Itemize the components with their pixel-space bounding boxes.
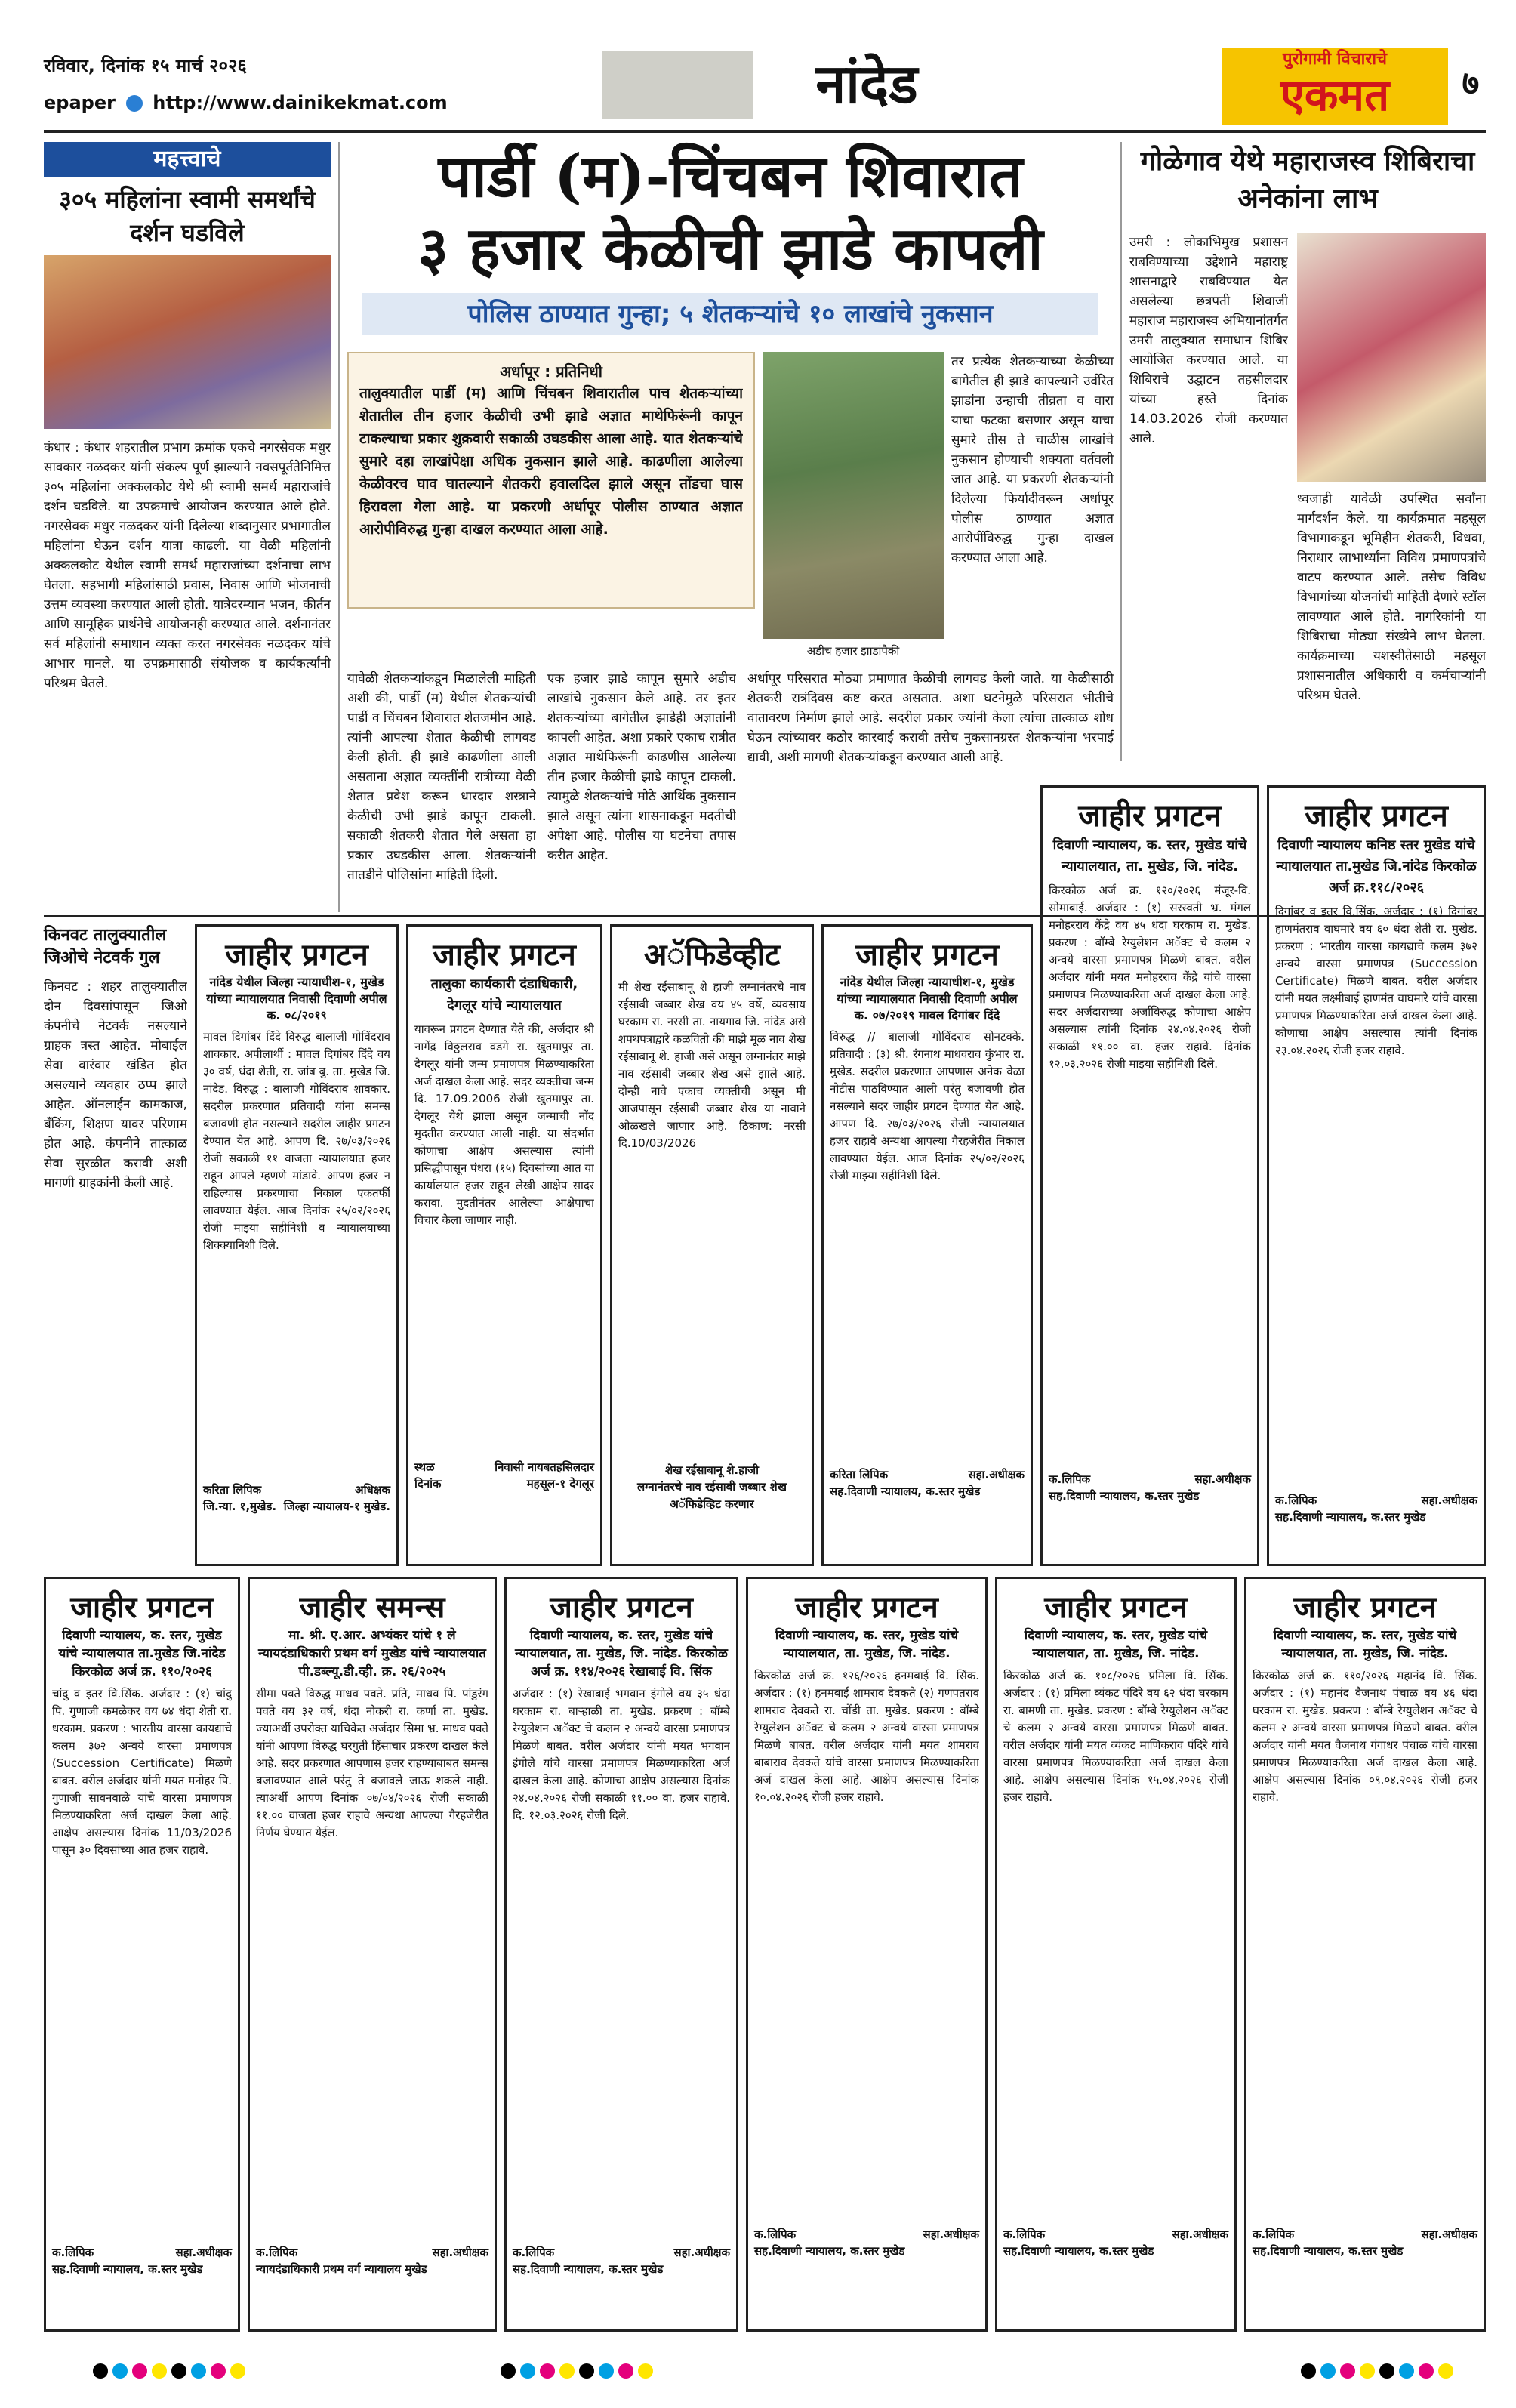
ad-title: जाहीर प्रगटन (433, 937, 576, 973)
registration-dot (112, 2363, 128, 2379)
issue-date: रविवार, दिनांक १५ मार्च २०२६ (44, 55, 247, 76)
ad-subtitle: मा. श्री. ए.आर. अभ्यंकर यांचे १ ले न्यायदंडाधिकारी प्रथम वर्ग मुखेड यांचे न्यायालयात पी.डब्ल्यू.डी.व्ही. क्र. २६/२०२५ (258, 1628, 486, 1679)
ad-subtitle: दिवाणी न्यायालय, क. स्तर, मुखेड यांचे न्यायालयात, ता. मुखेड, जि. नांदेड. (1052, 837, 1247, 874)
ad-sign-right2: जिल्हा न्यायालय-१ मुखेड. (283, 1500, 390, 1513)
registration-dot (171, 2363, 186, 2379)
ad-subtitle: दिवाणी न्यायालय, क. स्तर, मुखेड यांचे न्यायालयात ता.मुखेड जि.नांदेड किरकोळ अर्ज क्र. ११०/२०२६ (58, 1628, 226, 1679)
ad-sign-right: सहा.अधीक्षक (923, 2228, 979, 2241)
page-number: ७ (1462, 64, 1480, 103)
ad-sign-left: क.लिपिक (1003, 2228, 1046, 2241)
ad-sign-right2: सह.दिवाणी न्यायालय, क.स्तर मुखेड (513, 2262, 664, 2276)
ad-body: चांदु व इतर वि.सिंक. अर्जदार : (१) चांदु पि. गुणाजी कमळेकर वय ७४ धंदा शेती रा. धरकाम. प्रकरण : भारतीय वारसा कायद्याचे कलम ३७२ अन्वये वारसा प्रमाणपत्र (Succession Certificate) मिळणे बाबत. वरील अर्जदार यांनी मयत मनोहर पि. गुणाजी सावनवाळे यांचे वारसा प्रमाणपत्र मिळण्याकरिता अर्ज दाखल केला आहे. आक्षेप असल्यास दिनांक 11/03/2026 पासून ३० दिवसांच्या आत हजर राहावे. (52, 1687, 232, 1857)
registration-dot (1399, 2363, 1414, 2379)
ad-subtitle: तालुका कार्यकारी दंडाधिकारी, देगलूर यांचे न्यायालयात (430, 976, 578, 1013)
ad-sign-right2: न्यायदंडाधिकारी प्रथम वर्ग न्यायालय मुखेड (256, 2262, 427, 2276)
registration-dot (211, 2363, 226, 2379)
registration-dot (520, 2363, 535, 2379)
section-banner-left (602, 51, 753, 119)
ad-box-4 (821, 924, 1033, 1566)
registration-marks-center (498, 2363, 655, 2382)
main-headline-line1: पार्डी (म)-चिंचबन शिवारात (438, 142, 1023, 211)
ad-sign-left2: जि.न्या. १,मुखेड. (203, 1500, 277, 1513)
site-url: http://www.dainikekmat.com (153, 92, 448, 113)
main-dateline: अर्धापूर : प्रतिनिधी (500, 362, 602, 381)
ad-sign-right2: सह.दिवाणी न्यायालय, क.स्तर मुखेड (1049, 1489, 1200, 1503)
header-rule (44, 130, 1486, 133)
ad-body: किरकोळ अर्ज क्र. १२६/२०२६ हनमबाई वि. सिंक. अर्जदार : (१) हनमबाई शामराव देवकते (२) गणपतराव शामराव देवकते रा. चोंडी ता. मुखेड. प्रकरण : बॉम्बे रेग्युलेशन अॅक्ट चे कलम २ अन्वये वारसा प्रमाणपत्र मिळणे बाबत. वरील अर्जदार यांनी मयत शामराव बाबाराव देवकते यांचे वारसा प्रमाणपत्र मिळण्याकरिता अर्ज दाखल केला आहे. आक्षेप असल्यास दिनांक १०.०४.२०२६ रोजी हजर राहावे. (754, 1669, 979, 1804)
ad-subtitle: नांदेड येथील जिल्हा न्यायाधीश-१, मुखेड यांच्या न्यायालयात निवासी दिवाणी अपील क. ०८/२०१९ (206, 975, 387, 1022)
ad-sign-right2: लग्नानंतरचे नाव रईसाबी जब्बार शेख अॅफिडेव्हिट करणार (636, 1480, 787, 1511)
left-story-headline: ३०५ महिलांना स्वामी समर्थांचे दर्शन घडविले (59, 185, 316, 247)
right-story (1129, 142, 1486, 761)
registration-dot (1340, 2363, 1355, 2379)
ad-signature (830, 1466, 1025, 1483)
ad-signature (1275, 1492, 1477, 1509)
registration-dot (540, 2363, 555, 2379)
ad-sign-right2: सह.दिवाणी न्यायालय, क.स्तर मुखेड (1253, 2244, 1404, 2258)
ad-subtitle: दिवाणी न्यायालय, क. स्तर, मुखेड यांचे न्यायालयात, ता. मुखेड, जि. नांदेड. (1273, 1628, 1457, 1661)
masthead (44, 45, 1486, 130)
ad-sign-right: सहा.अधीक्षक (1172, 2228, 1228, 2241)
registration-dot (1419, 2363, 1434, 2379)
registration-dot (230, 2363, 245, 2379)
ad-signature (414, 1459, 594, 1475)
ad-box-5 (1040, 785, 1259, 1566)
right-story-body-bottom: ध्वजाही यावेळी उपस्थित सर्वांना मार्गदर्शन केले. या कार्यक्रमात महसूल विभागाकडून भूमिहीन शेतकरी, विधवा, निराधार लाभार्थ्यांना विविध प्रमाणपत्रांचे वाटप करण्यात आले. तसेच विविध विभागांच्या योजनांची माहिती देणारे स्टॉल लावण्यात आले होते. नागरिकांनी या शिबिराचा मोठ्या संख्येने लाभ घेतला. कार्यक्रमाच्या यशस्वीतेसाठी महसूल प्रशासनातील अधिकारी व कर्मचाऱ्यांनी परिश्रम घेतले. (1297, 492, 1486, 703)
ad-body: किरकोळ अर्ज क्र. ११०/२०२६ महानंद वि. सिंक. अर्जदार : (१) महानंद वैजनाथ पंचाळ वय ४६ धंदा घरकाम रा. मुखेड. प्रकरण : बॉम्बे रेग्युलेशन अॅक्ट चे कलम २ अन्वये वारसा प्रमाणपत्र मिळणे बाबत. वरील अर्जदार यांनी मयत वैजनाथ गंगाधर पंचाळ यांचे वारसा प्रमाणपत्र मिळण्याकरिता अर्ज दाखल केला आहे. आक्षेप असल्यास दिनांक ०९.०४.२०२६ रोजी हजर राहावे. (1253, 1669, 1477, 1804)
ad-sign-left: क.लिपिक (1253, 2228, 1295, 2241)
ad-sign-right2: सह.दिवाणी न्यायालय, क.स्तर मुखेड (52, 2262, 203, 2276)
ad-sign-right: सहा.अधीक्षक (432, 2246, 488, 2259)
ad-title: जाहीर प्रगटन (550, 1589, 693, 1625)
ad-body: किरकोळ अर्ज क्र. १०८/२०२६ प्रमिला वि. सिंक. अर्जदार : (१) प्रमिला व्यंकट पंदिरे वय ६२ धंदा घरकाम रा. बामणी ता. मुखेड. प्रकरण : बॉम्बे रेग्युलेशन अॅक्ट चे कलम २ अन्वये वारसा प्रमाणपत्र मिळणे बाबत. वरील अर्जदार यांनी मयत व्यंकट माणिकराव पंदिरे यांचे वारसा प्रमाणपत्र मिळण्याकरिता अर्ज दाखल केला आहे. आक्षेप असल्यास दिनांक १५.०४.२०२६ रोजी हजर राहावे. (1003, 1669, 1228, 1804)
left-small-story (44, 924, 187, 1566)
ad-title: अॅफिडेव्हीट (643, 937, 781, 973)
main-story-col1: तर प्रत्येक शेतकऱ्याच्या केळीच्या बागेतील ही झाडे कापल्याने उर्वरित झाडांना उन्हाची तीव्रता व वारा याचा फटका बसणार असून याचा सुमारे तीस ते चाळीस लाखांचे नुकसान होण्याची शक्यता वर्तवली जात आहे. या प्रकरणी शेतकऱ्यांनी दिलेल्या फिर्यादीवरून अर्धापूर पोलीस ठाण्यात अज्ञात आरोपींविरुद्ध गुन्हा दाखल करण्यात आला आहे. (951, 354, 1114, 566)
ad-sign-right: सहा.अधीक्षक (1194, 1472, 1251, 1486)
registration-dot (579, 2363, 594, 2379)
ad-subtitle: दिवाणी न्यायालय कनिष्ठ स्तर मुखेड यांचे न्यायालयात ता.मुखेड जि.नांदेड किरकोळ अर्ज क्र.११८/२०२६ (1276, 837, 1477, 896)
ad-box-11 (995, 1577, 1237, 2332)
ad-sign-right: शेख रईसाबानू शे.हाजी (665, 1463, 759, 1477)
ad-box-7 (44, 1577, 240, 2332)
ad-sign-left2: दिनांक (414, 1477, 442, 1491)
ad-body: किरकोळ अर्ज क्र. १२०/२०२६ मंजूर-वि. सोमाबाई. अर्जदार : (१) सरस्वती भ्र. मंगल मनोहरराव केंद्रे वय ४५ धंदा घरकाम रा. मुखेड. प्रकरण : बॉम्बे रेग्युलेशन अॅक्ट चे कलम २ अन्वये वारसा प्रमाणपत्र मिळणे बाबत. वरील अर्जदार यांनी मयत मनोहरराव केंद्रे यांचे वारसा प्रमाणपत्र मिळण्याकरिता अर्ज दाखल केला आहे. सदर अर्जदाराच्या अर्जाविरुद्ध कोणाचा आक्षेप असल्यास त्यांनी दिनांक २४.०४.२०२६ रोजी सकाळी ११.०० वा. हजर राहावे. दिनांक १२.०३.२०२६ रोजी माझ्या सहीनिशी दिले. (1049, 883, 1251, 1071)
main-subhead: पोलिस ठाण्यात गुन्हा; ५ शेतकऱ्यांचे १० लाखांचे नुकसान (362, 293, 1098, 335)
ad-signature (1253, 2226, 1477, 2243)
registration-dot (1360, 2363, 1375, 2379)
left-story-photo (44, 255, 331, 429)
ad-subtitle: दिवाणी न्यायालय, क. स्तर, मुखेड यांचे न्यायालयात, ता. मुखेड, जि. नांदेड. (775, 1628, 959, 1661)
col-divider-right (1120, 142, 1122, 761)
ad-sign-right: सहा.अधीक्षक (673, 2246, 730, 2259)
ad-subtitle: नांदेड येथील जिल्हा न्यायाधीश-१, मुखेड यांच्या न्यायालयात निवासी दिवाणी अपील क. ०७/२०१९ मावल दिगांबर दिंदे (837, 975, 1018, 1022)
registration-dot (1438, 2363, 1453, 2379)
ad-body: दिगांबर व इतर वि.सिंक. अर्जदार : (१) दिगांबर हाणमंतराव वाघमारे वय ६० धंदा शेती रा. मुखेड. प्रकरण : भारतीय वारसा कायद्याचे कलम ३७२ अन्वये वारसा प्रमाणपत्र (Succession Certificate) मिळणे बाबत. वरील अर्जदार यांनी मयत लक्ष्मीबाई हाणमंत वाघमारे यांचे वारसा प्रमाणपत्र मिळण्याकरिता अर्ज दाखल केला आहे. कोणाचा आक्षेप असल्यास त्यांनी दिनांक २३.०४.२०२६ रोजी हजर राहावे. (1275, 905, 1477, 1057)
ad-box-8 (248, 1577, 497, 2332)
registration-dot (1379, 2363, 1394, 2379)
main-headline-line2: ३ हजार केळीची झाडे कापली (418, 214, 1043, 283)
ad-signature (1049, 1471, 1251, 1488)
main-intro: तालुक्यातील पार्डी (म) आणि चिंचबन शिवारातील पाच शेतकऱ्यांच्या शेतातील तीन हजार केळीची उभी झाडे अज्ञात माथेफिरूंनी कापून टाकल्याचा प्रकार शुक्रवारी सकाळी उघडकीस आला आहे. यात शेतकऱ्यांचे सुमारे दहा लाखांपेक्षा अधिक नुकसान झाले आहे. काढणीला आलेल्या केळीवरच घाव घातल्याने शेतकरी हवालदिल झाले असून तोंडचा घास हिरावला गेला आहे. या प्रकरणी अर्धापूर पोलीस ठाण्यात अज्ञात आरोपीविरुद्ध गुन्हा दाखल करण्यात आला आहे. (359, 385, 743, 538)
section-title: नांदेड (815, 51, 918, 116)
ad-box-1 (195, 924, 399, 1566)
ad-title: जाहीर प्रगटन (795, 1589, 938, 1625)
ad-title: जाहीर प्रगटन (1293, 1589, 1437, 1625)
ad-signature (1003, 2226, 1228, 2243)
main-photo-banana (763, 352, 944, 639)
ad-subtitle: दिवाणी न्यायालय, क. स्तर, मुखेड यांचे न्यायालयात, ता. मुखेड, जि. नांदेड. (1024, 1628, 1208, 1661)
ad-title: जाहीर प्रगटन (70, 1589, 214, 1625)
brand-logo (1222, 48, 1448, 125)
epaper-link[interactable] (44, 92, 448, 113)
left-story-kicker: महत्त्वाचे (44, 142, 331, 177)
ad-sign-left: क.लिपिक (1275, 1494, 1317, 1507)
ad-title: जाहीर प्रगटन (1305, 798, 1448, 834)
ad-sign-left: स्थळ (414, 1460, 435, 1474)
left-story (44, 142, 331, 912)
ad-body: मावल दिगांबर दिंदे विरुद्ध बालाजी गोविंदराव शावकार. अपीलार्थी : मावल दिगांबर दिंदे वय ३० वर्ष, धंदा शेती, रा. जांब बु. ता. मुखेड जि. नांदेड. विरुद्ध : बालाजी गोविंदराव शावकार. सदरील प्रकरणात प्रतिवादी यांना समन्स बजावणी होत नसल्याने सदरील जाहीर प्रगटन देण्यात येत आहे. आपण दि. २७/०३/२०२६ रोजी सकाळी ११ वाजता न्यायालयात हजर राहून आपले म्हणणे मांडावे. आपण हजर न राहिल्यास प्रकरणाचा निकाल एकतर्फी लावण्यात येईल. आज दिनांक २५/०२/२०२६ रोजी माझ्या सहीनिशी व न्यायालयाच्या शिक्क्यानिशी दिले. (203, 1030, 390, 1252)
ad-sign-left: क.लिपिक (754, 2228, 797, 2241)
registration-dot (618, 2363, 633, 2379)
main-story (347, 140, 1114, 911)
ad-box-6 (1267, 785, 1486, 1566)
ad-sign-right: सहा.अधीक्षक (175, 2246, 232, 2259)
ad-body: अर्जदार : (१) रेखाबाई भगवान इंगोले वय ३५ धंदा घरकाम रा. बाऱ्हाळी ता. मुखेड. प्रकरण : बॉम्बे रेग्युलेशन अॅक्ट चे कलम २ अन्वये वारसा प्रमाणपत्र मिळणे बाबत. वरील अर्जदार यांनी मयत भगवान इंगोले यांचे वारसा प्रमाणपत्र मिळण्याकरिता अर्ज दाखल केला आहे. कोणाचा आक्षेप असल्यास दिनांक २४.०४.२०२६ रोजी सकाळी ११.०० वा. हजर राहावे. दि. १२.०३.२०२६ रोजी दिले. (513, 1687, 730, 1822)
globe-icon (126, 95, 143, 112)
ad-signature-2 (203, 1498, 390, 1515)
registration-dot (1301, 2363, 1316, 2379)
ad-sign-right2: महसूल-१ देगलूर (526, 1477, 594, 1491)
main-story-col2: यावेळी शेतकऱ्यांकडून मिळालेली माहिती अशी की, पार्डी (म) येथील शेतकऱ्यांची पार्डी व चिंचबन शिवारात शेतजमीन आहे. त्यांनी आपल्या शेतात केळीची लागवड केली होती. ही झाडे काढणीला आली असताना अज्ञात व्यक्तींनी रात्रीच्या वेळी शेतात प्रवेश करून धारदार शस्त्राने केळीची उभी झाडे कापून टाकली. सकाळी शेतकरी शेतात गेले असता हा प्रकार उघडकीस आला. शेतकऱ्यांनी तातडीने पोलिसांना माहिती दिली. (347, 671, 536, 883)
ad-title: जाहीर प्रगटन (225, 937, 368, 973)
ad-body: मी शेख रईसाबानू शे हाजी लग्नानंतरचे नाव रईसाबी जब्बार शेख वय ४५ वर्षे, व्यवसाय घरकाम रा. नरसी ता. नायगाव जि. नांदेड असे शपथपत्राद्वारे कळवितो की माझे मूळ नाव शेख रईसाबानू शे. हाजी असे असून लग्नानंतर माझे नाव रईसाबी जब्बार शेख असे झाले आहे. दोन्ही नावे एकाच व्यक्तीची असून मी आजपासून रईसाबी जब्बार शेख या नावाने ओळखले जाणार आहे. ठिकाण: नरसी दि.10/03/2026 (618, 980, 806, 1150)
ad-sign-left2: क.लिपिक (1049, 1472, 1091, 1486)
main-photo-caption: अडीच हजार झाडांपैकी (806, 644, 900, 658)
registration-dot (152, 2363, 167, 2379)
ad-sign-right: सहा.अधीक्षक (1421, 2228, 1477, 2241)
right-story-photo (1297, 233, 1486, 482)
ad-box-3 (610, 924, 814, 1566)
registration-dot (599, 2363, 614, 2379)
ad-sign-left: क.लिपिक (513, 2246, 555, 2259)
ad-body: विरुद्ध // बालाजी गोविंदराव सोनटक्के. प्रतिवादी : (३) श्री. रंगनाथ माधवराव कुंभार रा. मुखेड. सदरील प्रकरणात आपणास अनेक वेळा नोटीस पाठविण्यात आली परंतु बजावणी होत नसल्याने सदर जाहीर प्रगटन देण्यात येत आहे. आपण दि. २७/०३/२०२६ रोजी न्यायालयात हजर राहावे अन्यथा आपल्या गैरहजेरीत निकाल लावण्यात येईल. आज दिनांक २५/०२/२०२६ रोजी माझ्या सहीनिशी दिले. (830, 1030, 1025, 1182)
registration-dot (93, 2363, 108, 2379)
brand-tagline: पुरोगामी विचाराचे (1282, 50, 1388, 69)
ad-signature (256, 2244, 488, 2261)
registration-dot (638, 2363, 653, 2379)
ad-box-9 (504, 1577, 738, 2332)
ad-sign-right: निवासी नायबतहसिलदार (495, 1460, 594, 1474)
ad-sign-left: करिता लिपिक (830, 1468, 889, 1481)
left-story-body: कंधार : कंधार शहरातील प्रभाग क्रमांक एकचे नगरसेवक मधुर सावकार नळदकर यांनी संकल्प पूर्ण झाल्याने नवसपूर्ततेनिमित्त ३०५ महिलांना अक्कलकोट येथे श्री स्वामी समर्थ महाराजांचे दर्शन घडविले. या उपक्रमाचे आयोजन करण्यात आले होते. नगरसेवक मधुर नळदकर यांनी दिलेल्या शब्दानुसार प्रभागातील महिलांना घेऊन दर्शन यात्रा काढली. या वेळी महिलांनी अक्कलकोट येथील स्वामी समर्थ महाराजांच्या दर्शनाचा लाभ घेतला. सहभागी महिलांसाठी प्रवास, निवास आणि भोजनाची उत्तम व्यवस्था करण्यात आली होती. यात्रेदरम्यान भजन, कीर्तन आणि सामूहिक प्रार्थनेचे आयोजनही करण्यात आले. दर्शनानंतर सर्व महिलांनी समाधान व्यक्त करत नगरसेवक नळदकर यांचे आभार मानले. या उपक्रमासाठी संयोजक व कार्यकर्त्यांनी परिश्रम घेतले. (44, 440, 331, 691)
ad-signature (52, 2244, 232, 2261)
ad-sign-left: करिता लिपिक (203, 1483, 262, 1497)
ad-signature (618, 1462, 806, 1478)
ad-title: जाहीर समन्स (299, 1589, 445, 1625)
ad-subtitle: दिवाणी न्यायालय, क. स्तर, मुखेड यांचे न्यायालयात, ता. मुखेड, जि. नांदेड. किरकोळ अर्ज क्र. ११४/२०२६ रेखाबाई वि. सिंक (515, 1628, 728, 1679)
registration-dot (132, 2363, 147, 2379)
registration-dot (1320, 2363, 1336, 2379)
ad-sign-right2: सह.दिवाणी न्यायालय, क.स्तर मुखेड (1275, 1510, 1426, 1524)
left-small-body: किनवट : शहर तालुक्यातील दोन दिवसांपासून जिओ कंपनीचे नेटवर्क नसल्याने ग्राहक त्रस्त आहेत. मोबाईल सेवा वारंवार खंडित होत असल्याने व्यवहार ठप्प झाले आहेत. ऑनलाईन कामकाज, बँकिंग, शिक्षण यावर परिणाम होत आहे. कंपनीने तात्काळ सेवा सुरळीत करावी अशी मागणी ग्राहकांनी केली आहे. (44, 979, 187, 1191)
registration-marks-right (1299, 2363, 1456, 2382)
left-small-headline: किनवट तालुक्यातील जिओचे नेटवर्क गुल (44, 926, 167, 967)
ad-body: यावरून प्रगटन देण्यात येते की, अर्जदार श्री नागेंद्र विठ्ठलराव वडगे रा. खुतमापुर ता. देगलूर यांनी जन्म प्रमाणपत्र मिळण्याकरिता अर्ज दाखल केला आहे. सदर व्यक्तीचा जन्म दि. 17.09.2006 रोजी खुतमापुर ता. देगलूर येथे झाला असून जन्माची नोंद मुदतीत करण्यात आली नाही. या संदर्भात कोणाचा आक्षेप असल्यास त्यांनी प्रसिद्धीपासून पंधरा (१५) दिवसांच्या आत या कार्यालयात हजर राहून लेखी आक्षेप सादर करावा. मुदतीनंतर आलेल्या आक्षेपाचा विचार केला जाणार नाही. (414, 1022, 594, 1227)
ad-box-2 (406, 924, 602, 1566)
registration-dot (559, 2363, 575, 2379)
ad-title: जाहीर प्रगटन (1044, 1589, 1188, 1625)
registration-dot (191, 2363, 206, 2379)
ad-sign-right2: सह.दिवाणी न्यायालय, क.स्तर मुखेड (754, 2244, 905, 2258)
ad-sign-left: क.लिपिक (52, 2246, 94, 2259)
main-story-col3: एक हजार झाडे कापून सुमारे अडीच लाखांचे नुकसान केले आहे. तर इतर शेतकऱ्यांच्या बागेतील झाडेही अज्ञातांनी कापली आहेत. अशा प्रकारे एकाच रात्रीत अज्ञात माथेफिरूंनी काढणीस आलेल्या तीन हजार केळीची झाडे कापून टाकली. त्यामुळे शेतकऱ्यांचे मोठे आर्थिक नुकसान झाले असून त्यांना शासनाकडून मदतीची अपेक्षा आहे. पोलीस या घटनेचा तपास करीत आहेत. (547, 671, 736, 863)
ad-body: सीमा पवते विरुद्ध माधव पवते. प्रति, माधव पि. पांडुरंग पवते वय ३२ वर्ष, धंदा नोकरी रा. कर्णा ता. मुखेड. ज्याअर्थी उपरोक्त याचिकेत अर्जदार सिमा भ्र. माधव पवते यांनी आपणा विरुद्ध घरगुती हिंसाचार प्रकरण दाखल केले आहे. सदर प्रकरणात आपणास हजर राहण्याबाबत समन्स बजावण्यात आले परंतु ते बजावले जाऊ शकले नाही. त्याअर्थी आपण दिनांक ०७/०४/२०२६ रोजी सकाळी ११.०० वाजता हजर राहावे अन्यथा आपल्या गैरहजेरीत निर्णय घेण्यात येईल. (256, 1687, 488, 1839)
ad-sign-right: सहा.अधीक्षक (968, 1468, 1025, 1481)
ad-sign-right: अधिक्षक (355, 1483, 390, 1497)
ad-signature (754, 2226, 979, 2243)
right-story-body-top: उमरी : लोकाभिमुख प्रशासन राबविण्याच्या उद्देशाने महाराष्ट्र शासनाद्वारे राबविण्यात येत असलेल्या छत्रपती शिवाजी महाराज महाराजस्व अभियानांतर्गत उमरी तालुक्यात समाधान शिबिर आयोजित करण्यात आले. या शिबिराचे उद्घाटन तहसीलदार यांच्या हस्ते दिनांक 14.03.2026 रोजी करण्यात आले. (1129, 235, 1288, 446)
main-story-col4: अर्धापूर परिसरात मोठ्या प्रमाणात केळीची लागवड केली जाते. या केळीसाठी शेतकरी रात्रंदिवस कष्ट करत असतात. अशा घटनेमुळे परिसरात भीतीचे वातावरण निर्माण झाले आहे. सदरील प्रकार ज्यांनी केला त्यांचा तात्काळ शोध घेऊन त्यांच्यावर कठोर कारवाई करावी तसेच नुकसानग्रस्त शेतकऱ्यांना भरपाई द्यावी, अशी मागणी शेतकऱ्यांकडून करण्यात आली आहे. (747, 671, 1114, 765)
ad-sign-right2: सह.दिवाणी न्यायालय, क.स्तर मुखेड (1003, 2244, 1154, 2258)
ad-title: जाहीर प्रगटन (855, 937, 999, 973)
ad-sign-right: सहा.अधीक्षक (1421, 1494, 1477, 1507)
ad-box-10 (746, 1577, 988, 2332)
ad-sign-left2: सह.दिवाणी न्यायालय, क.स्तर मुखेड (830, 1485, 981, 1498)
registration-marks-left (91, 2363, 248, 2382)
col-divider-left (338, 142, 340, 912)
ad-sign-left: क.लिपिक (256, 2246, 298, 2259)
ad-signature-2 (414, 1475, 594, 1492)
ad-title: जाहीर प्रगटन (1078, 798, 1222, 834)
ad-box-12 (1244, 1577, 1486, 2332)
main-intro-box (347, 352, 755, 609)
brand-name: एकमत (1280, 69, 1390, 121)
ad-signature (203, 1481, 390, 1498)
ad-signature (513, 2244, 730, 2261)
right-story-headline: गोळेगाव येथे महाराजस्व शिबिराचा अनेकांना लाभ (1140, 145, 1475, 214)
registration-dot (501, 2363, 516, 2379)
epaper-label: epaper (44, 92, 116, 113)
